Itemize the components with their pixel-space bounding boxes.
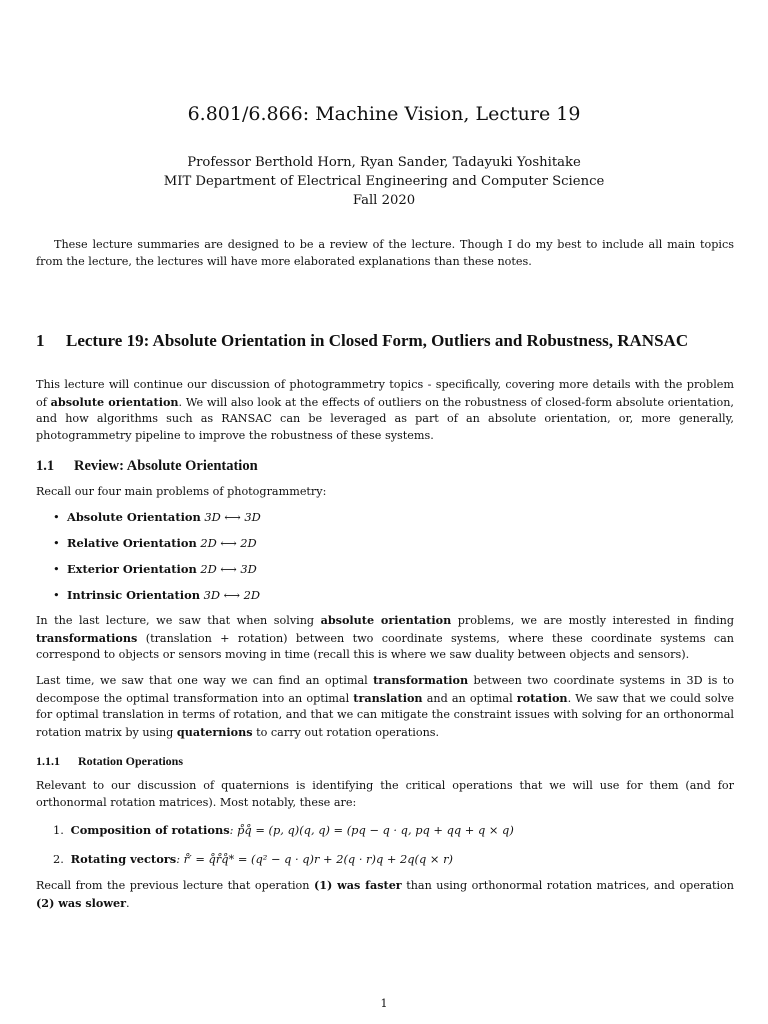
bullet-icon: • xyxy=(53,562,60,576)
list-item: 2. Rotating vectors: r̊′ = q̊r̊q̊* = (q² − q · q)r + 2(q · r)q + 2q(q × r) xyxy=(53,852,453,866)
section-number: 1 xyxy=(36,331,45,350)
section-1-1-1-heading: 1.1.1 Rotation Operations xyxy=(36,754,183,768)
term: Fall 2020 xyxy=(352,193,416,208)
list-item: 1. Composition of rotations: p̊q̊ = (p, q)(q, q) = (pq − q · q, pq + qq + q × q) xyxy=(53,823,514,837)
page-title: 6.801/6.866: Machine Vision, Lecture 19 xyxy=(187,103,581,125)
bold-term: absolute orientation xyxy=(50,394,179,409)
section-1-1-heading: 1.1 Review: Absolute Orientation xyxy=(36,458,258,474)
affiliation: MIT Department of Electrical Engineering and Computer Science xyxy=(163,174,605,189)
bullet-icon: • xyxy=(53,588,60,602)
list-item: • Relative Orientation 2D ⟷ 2D xyxy=(53,536,257,550)
paragraph-transformations: In the last lecture, we saw that when solving absolute orientation problems, we are mostly interested in finding transformations (translation + rotation) between two coordinate systems, where these coordinate systems can correspond to objects or sensors moving in time (recall this is where we saw duality between objects and sensors). xyxy=(36,613,734,662)
section-1-paragraph: This lecture will continue our discussion of photogrammetry topics - specifically, covering more details with the problem of absolute orientation. We will also look at the effects of outliers on the robustness of closed-form absolute orientation, and how algorithms such as RANSAC can be leveraged as part of an absolute orientation, or, more generally, photogrammetry pipeline to improve the robustness of these systems. xyxy=(36,378,734,442)
intro-paragraph: These lecture summaries are designed to be a review of the lecture. Though I do my best to include all main topics from the lecture, the lectures will have more elaborated explanations than these notes. xyxy=(36,238,734,268)
bullet-icon: • xyxy=(53,536,60,550)
rotation-ops-lead: Relevant to our discussion of quaternions is identifying the critical operations that we will use for them (and for orthonormal rotation matrices). Most notably, these are: xyxy=(36,779,734,809)
author-block xyxy=(0,153,768,210)
bullet-icon: • xyxy=(53,510,60,524)
list-item: • Absolute Orientation 3D ⟷ 3D xyxy=(53,510,261,524)
authors: Professor Berthold Horn, Ryan Sander, Tadayuki Yoshitake xyxy=(187,155,581,170)
problems-lead: Recall our four main problems of photogrammetry: xyxy=(36,485,327,498)
page-number: 1 xyxy=(380,997,388,1010)
list-item: • Exterior Orientation 2D ⟷ 3D xyxy=(53,562,257,576)
paragraph-last-time: Last time, we saw that one way we can find an optimal transformation between two coordinate systems in 3D is to decompose the optimal transformation into an optimal translation and an optimal rotation. We saw that we could solve for optimal translation in terms of rotation, and that we can mitigate the constraint issues with solving for an orthonormal rotation matrix by using quaternions to carry out rotation operations. xyxy=(36,673,735,739)
section-title: Lecture 19: Absolute Orientation in Closed Form, Outliers and Robustness, RANSAC xyxy=(66,331,689,350)
list-item: • Intrinsic Orientation 3D ⟷ 2D xyxy=(53,588,260,602)
paragraph-recall: Recall from the previous lecture that operation (1) was faster than using orthonormal rotation matrices, and operation (2) was slower. xyxy=(36,878,735,910)
